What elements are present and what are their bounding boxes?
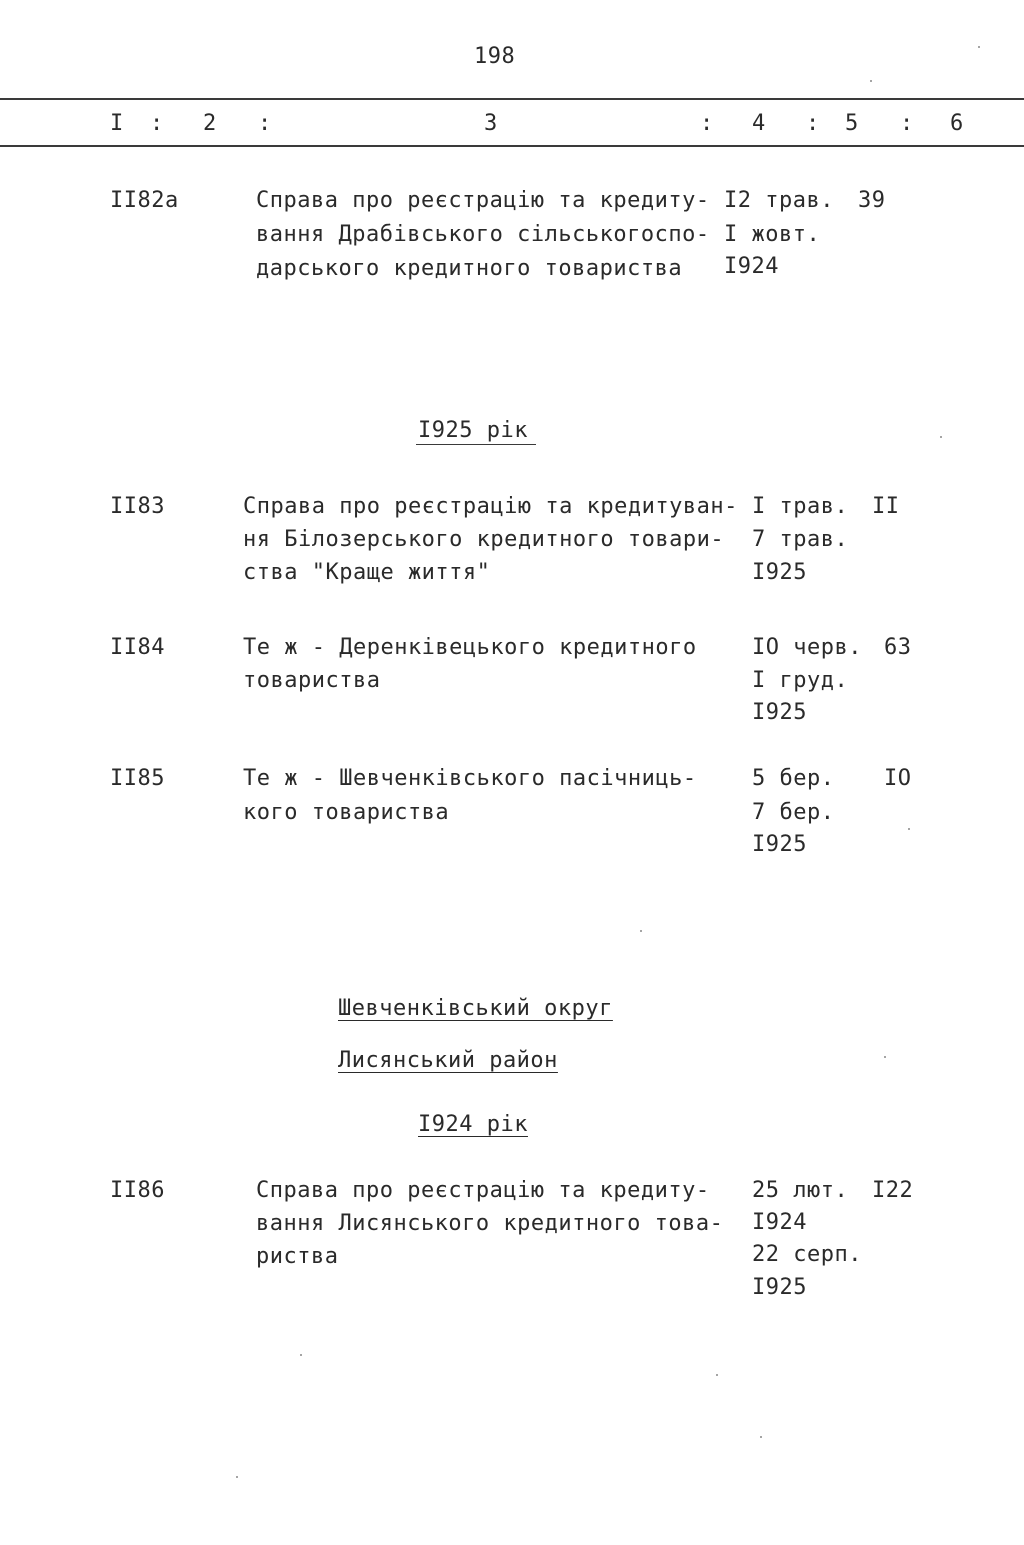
record-date: I924: [752, 1210, 807, 1235]
record-title-line: вання Драбівського сільськогоспо-: [256, 222, 710, 247]
year-heading-underline: [416, 444, 536, 445]
record-title-line: Справа про реєстрацію та кредиту-: [256, 1178, 710, 1203]
scan-speck: [978, 46, 980, 48]
record-number: II84: [110, 635, 165, 660]
col-separator: :: [258, 111, 272, 136]
record-number: II86: [110, 1178, 165, 1203]
year-heading: I924 рік: [418, 1112, 528, 1137]
scan-speck: [236, 1476, 238, 1478]
scan-speck: [908, 828, 910, 830]
record-date: I925: [752, 832, 807, 857]
scan-speck: [300, 1354, 302, 1356]
record-date: 5 бер.: [752, 766, 835, 791]
col-header-5: 5: [845, 111, 859, 136]
col-header-3: 3: [484, 111, 498, 136]
record-title-line: Справа про реєстрацію та кредитуван-: [243, 494, 738, 519]
record-title-line: кого товариства: [243, 800, 450, 825]
record-sheet-count: 39: [858, 188, 886, 213]
year-heading: I925 рік: [418, 418, 528, 443]
scan-speck: [760, 1436, 762, 1438]
record-sheet-count: IO: [884, 766, 912, 791]
record-date: 7 трав.: [752, 527, 849, 552]
record-date: IO черв.: [752, 635, 862, 660]
record-date: I трав.: [752, 494, 849, 519]
record-title-line: Справа про реєстрацію та кредиту-: [256, 188, 710, 213]
col-separator: :: [806, 111, 820, 136]
record-date: I925: [752, 700, 807, 725]
record-title-line: вання Лисянського кредитного това-: [256, 1211, 724, 1236]
record-date: I груд.: [752, 668, 849, 693]
page-number: 198: [474, 44, 516, 69]
col-header-1: I: [110, 111, 124, 136]
record-number: II83: [110, 494, 165, 519]
record-title-line: ства "Краще життя": [243, 560, 491, 585]
record-date: I жовт.: [724, 222, 821, 247]
record-title-line: дарського кредитного товариства: [256, 256, 683, 281]
record-date: I2 трав.: [724, 188, 834, 213]
record-date: I925: [752, 1275, 807, 1300]
record-title-line: товариства: [243, 668, 381, 693]
record-date: 7 бер.: [752, 800, 835, 825]
col-header-2: 2: [203, 111, 217, 136]
record-date: 22 серп.: [752, 1242, 862, 1267]
record-number: II82a: [110, 188, 179, 213]
record-title-line: риства: [256, 1244, 339, 1269]
header-top-rule: [0, 98, 1024, 100]
record-title-line: Те ж - Шевченківського пасічниць-: [243, 766, 697, 791]
record-sheet-count: II: [872, 494, 900, 519]
scan-speck: [884, 1056, 886, 1058]
col-separator: :: [150, 111, 164, 136]
record-date: I925: [752, 560, 807, 585]
scan-speck: [870, 80, 872, 82]
record-sheet-count: I22: [872, 1178, 914, 1203]
okrug-heading: Шевченківський округ: [338, 996, 613, 1021]
scan-speck: [640, 930, 642, 932]
record-sheet-count: 63: [884, 635, 912, 660]
header-bottom-rule: [0, 145, 1024, 147]
record-date: 25 лют.: [752, 1178, 849, 1203]
col-separator: :: [900, 111, 914, 136]
scan-speck: [716, 1374, 718, 1376]
scan-speck: [940, 436, 942, 438]
raion-heading: Лисянський район: [338, 1048, 558, 1073]
record-number: II85: [110, 766, 165, 791]
col-separator: :: [700, 111, 714, 136]
record-title-line: Те ж - Деренківецького кредитного: [243, 635, 697, 660]
record-title-line: ня Білозерського кредитного товари-: [243, 527, 725, 552]
col-header-6: 6: [950, 111, 964, 136]
record-date: I924: [724, 254, 779, 279]
col-header-4: 4: [752, 111, 766, 136]
